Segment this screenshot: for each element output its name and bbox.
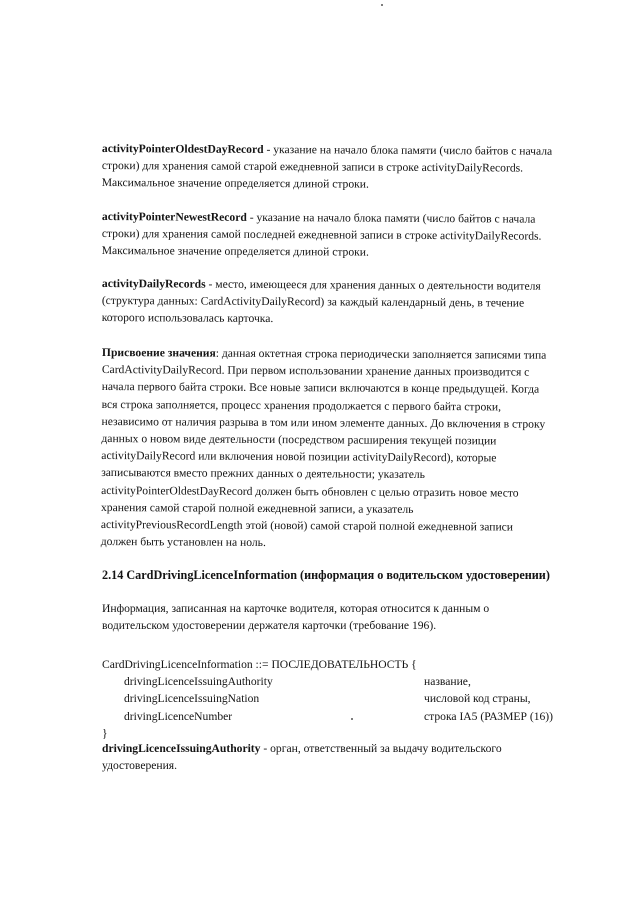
term-issuing-authority: drivingLicenceIssuingAuthority xyxy=(102,742,261,755)
term-value-assignment: Присвоение значения xyxy=(101,345,216,360)
asn-field-row xyxy=(102,708,622,725)
asn-field-row xyxy=(102,673,622,690)
asn-field-name: drivingLicenceIssuingAuthority xyxy=(124,675,273,689)
asn-field-desc: название, xyxy=(424,675,471,689)
asn-field-desc: строка IA5 (РАЗМЕР (16)) xyxy=(424,709,554,723)
paragraph-line: независимо от наличия разрыва в том или ином элементе данных. До включения в строку xyxy=(101,414,546,431)
paragraph-newest-record xyxy=(102,208,602,263)
section-intro xyxy=(102,600,602,634)
paragraph-line: которого использовалась карточка. xyxy=(101,311,274,326)
asn-field-name: drivingLicenceIssuingNation xyxy=(124,692,260,706)
paragraph-daily-records xyxy=(102,275,602,330)
paragraph-line: activityPreviousRecordLength этой (новой) самой старой полной ежедневной записи xyxy=(100,518,514,534)
paragraph-line: Информация, записанная на карточке водителя, которая относится к данным о xyxy=(102,602,490,615)
paragraph-oldest-day-record xyxy=(102,140,602,195)
paragraph-value-assignment xyxy=(101,344,602,553)
paragraph-line: водительском удостоверении держателя карточки (требование 196). xyxy=(102,619,437,633)
term-oldest-day-record: activityPointerOldestDayRecord xyxy=(101,141,264,156)
paragraph-line: Максимальное значение определяется длиной строки. xyxy=(101,244,369,260)
paragraph-line: activityPointerOldestDayRecord должен быть обновлен с целью отразить новое место xyxy=(101,483,519,500)
paragraph-line: строки) для хранения самой старой ежедневной записи в строке activityDailyRecords. xyxy=(101,159,524,175)
paragraph-line: записываются вместо прежних данных о деятельности; указатель xyxy=(101,466,426,482)
section-heading: 2.14 CardDrivingLicenceInformation (информация о водительском удостоверении) xyxy=(102,568,550,582)
scan-speck xyxy=(381,4,383,6)
paragraph-line: - указание на начало блока памяти (число байтов с начала xyxy=(263,142,553,158)
scan-speck xyxy=(351,718,353,720)
paragraph-line: (структура данных: CardActivityDailyRecord) за каждый календарный день, в течение xyxy=(101,294,525,310)
paragraph-line: данных о новом виде деятельности (посредством расширения текущей позиции xyxy=(101,432,497,448)
asn-close: } xyxy=(102,726,108,740)
paragraph-line: должен быть установлен на ноль. xyxy=(100,535,266,550)
asn-field-row xyxy=(102,690,622,707)
paragraph-line: CardActivityDailyRecord. При первом использовании хранение данных производится с xyxy=(101,363,530,379)
term-daily-records: activityDailyRecords xyxy=(101,276,206,291)
paragraph-line: удостоверения. xyxy=(102,759,178,773)
paragraph-line: - указание на начало блока памяти (число байтов с начала xyxy=(246,210,536,226)
asn-header: CardDrivingLicenceInformation ::= ПОСЛЕДОВАТЕЛЬНОСТЬ { xyxy=(102,658,417,671)
paragraph-line: Максимальное значение определяется длиной строки. xyxy=(101,176,369,192)
paragraph-line: строки) для хранения самой последней ежедневной записи в строке activityDailyRecords. xyxy=(101,227,542,243)
paragraph-line: activityDailyRecord или включения новой позиции activityDailyRecord), которые xyxy=(101,449,497,465)
asn-field-desc: числовой код страны, xyxy=(424,692,531,706)
paragraph-line: начала первого байта строки. Все новые записи включаются в конце предыдущей. Когда xyxy=(101,380,540,397)
paragraph-issuing-authority xyxy=(102,740,602,774)
asn-field-name: drivingLicenceNumber xyxy=(124,709,233,723)
paragraph-line: : данная октетная строка периодически заполняется записями типа xyxy=(215,346,547,362)
paragraph-line: - место, имеющееся для хранения данных о деятельности водителя xyxy=(205,277,541,293)
paragraph-line: - орган, ответственный за выдачу водительского xyxy=(260,742,502,755)
asn-definition xyxy=(102,656,622,742)
paragraph-line: хранения самой старой полной ежедневной записи, а указатель xyxy=(100,500,414,516)
term-newest-record: activityPointerNewestRecord xyxy=(101,209,247,224)
paragraph-line: вся строка заполняется, процесс хранения продолжается с первого байта строки, xyxy=(101,397,502,414)
